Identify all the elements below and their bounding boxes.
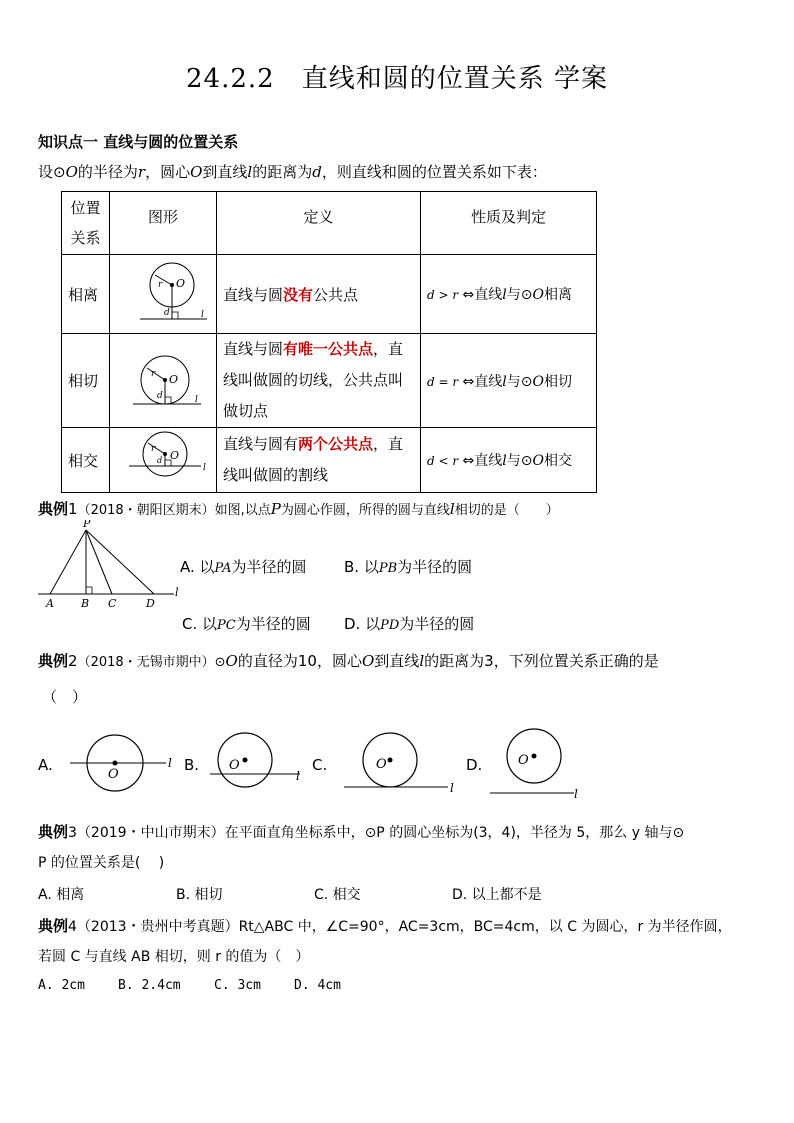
table-row	[62, 255, 597, 334]
intro-part: ，则直线和圆的位置关系如下表：	[321, 163, 547, 181]
example-text: 的距离为	[424, 652, 485, 670]
header-text: 性质及判定	[470, 208, 546, 226]
example-text: （2018・朝阳区期末）如图,以点	[77, 503, 271, 518]
fig-label-o: O	[108, 767, 119, 782]
example-1-question	[38, 498, 559, 519]
example-3-question	[38, 821, 684, 842]
intro-var-r: r	[137, 163, 146, 181]
prop-var-o: O	[532, 373, 544, 390]
fig-label-o: O	[170, 449, 180, 462]
header-text: 定义	[303, 208, 334, 226]
example-text: 相切的是（ ）	[454, 503, 559, 518]
row-figure	[110, 334, 217, 428]
table-header-row	[62, 192, 597, 255]
option-text: A. 以	[180, 558, 215, 576]
var-o: O	[361, 652, 375, 670]
fig-label-o: O	[169, 372, 179, 386]
prop-text: ⇔直线	[458, 287, 503, 303]
fig-label-a: A	[46, 597, 54, 610]
header-text: 关系	[70, 229, 101, 247]
separate-figure	[115, 257, 211, 327]
fig-label-c: C	[108, 597, 117, 610]
prop-text: ⇔直线	[458, 373, 503, 390]
intro-var-d: d	[312, 163, 322, 181]
var-l: l	[419, 652, 425, 670]
def-text: 公共点	[313, 285, 359, 304]
prop-var-l: l	[502, 453, 507, 469]
option-text: D. 以	[344, 615, 381, 633]
row-name: 相离	[62, 255, 110, 334]
table-row	[62, 334, 597, 428]
header-definition	[217, 192, 421, 255]
def-line: 线叫做圆的切线，公共点叫	[223, 371, 404, 389]
fig-label-o: O	[229, 758, 240, 773]
def-text: ，直	[373, 340, 404, 358]
example-text: 到直线	[374, 652, 420, 670]
row-name: 相交	[62, 428, 110, 493]
def-highlight: 两个公共点	[298, 435, 374, 453]
example-label: 典例	[38, 917, 69, 935]
prop-text: 相离	[544, 287, 572, 303]
intro-part: 的距离为	[252, 163, 313, 181]
var-o: O	[225, 652, 238, 670]
fig-label-d: D	[146, 597, 155, 610]
row-figure	[110, 428, 217, 493]
def-highlight: 有唯一公共点	[283, 340, 374, 358]
def-line	[223, 429, 414, 460]
intro-part: 的半径为	[77, 163, 138, 181]
prop-formula: d = r	[427, 374, 459, 389]
example-4-option-d[interactable]: D. 4cm	[294, 978, 341, 993]
prop-text: 与⊙	[506, 373, 533, 390]
option-text: 为半径的圆	[397, 558, 473, 576]
example-2-option-b[interactable]: B.	[184, 756, 200, 774]
option-text: 为半径的圆	[235, 615, 311, 633]
option-text: 为半径的圆	[399, 615, 475, 633]
example-3-question-line2: P 的位置关系是( )	[38, 855, 165, 871]
option-var: PD	[380, 618, 400, 633]
def-highlight: 没有	[283, 285, 314, 304]
prop-formula: d < r	[427, 454, 459, 468]
example-2-option-c[interactable]: C.	[312, 756, 328, 774]
table-row	[62, 428, 597, 493]
option-var: PC	[217, 618, 236, 633]
fig-label-p: P	[83, 520, 91, 530]
prop-text: 与⊙	[506, 453, 533, 469]
prop-formula: d > r	[427, 288, 459, 302]
example-number: 3	[68, 825, 77, 841]
fig-label-o: O	[518, 753, 529, 768]
fig-label-r: r	[151, 444, 156, 454]
example-number: 1	[68, 500, 78, 518]
row-property	[421, 428, 597, 493]
fig-label-d: d	[157, 390, 163, 401]
fig-label-r: r	[158, 280, 163, 290]
fig-label-o: O	[176, 277, 186, 290]
row-property	[421, 334, 597, 428]
example-3-option-d[interactable]: D. 以上都不是	[452, 887, 542, 903]
prop-text: 相切	[544, 373, 572, 390]
def-text: 直线与圆	[223, 285, 284, 304]
example-4-question	[38, 915, 732, 936]
prop-text: 相交	[544, 453, 572, 469]
fig-label-d: d	[157, 456, 163, 465]
fig-label-b: B	[81, 597, 90, 610]
option-text: 为半径的圆	[231, 558, 307, 576]
fig-label-l: l	[201, 310, 204, 320]
fig-label-d: d	[164, 308, 170, 318]
example-1-option-a[interactable]	[180, 556, 307, 577]
header-position	[62, 192, 110, 255]
fig-label-r: r	[151, 368, 156, 379]
option-text: C. 以	[182, 615, 218, 633]
fig-label-l: l	[195, 394, 198, 405]
option-var: PA	[214, 561, 232, 576]
fig-label-l: l	[450, 781, 454, 795]
prop-var-l: l	[502, 373, 507, 390]
option-var: PB	[378, 561, 398, 576]
example-1-option-d[interactable]	[344, 613, 474, 634]
row-definition	[217, 334, 421, 428]
def-text: 直线与圆	[223, 340, 284, 358]
example-label: 典例	[38, 652, 69, 670]
example-4-question-line2: 若圆 C 与直线 AB 相切，则 r 的值为（ ）	[38, 949, 310, 965]
fig-label-l: l	[203, 463, 206, 473]
intro-var-l: l	[247, 163, 253, 181]
header-text: 位置	[70, 199, 101, 217]
intersect-figure	[115, 428, 211, 488]
tangent-figure	[115, 344, 211, 414]
example-1-option-b[interactable]	[344, 556, 472, 577]
prop-text: ⇔直线	[458, 453, 503, 469]
example-text: ，下列位置关系正确的是	[493, 652, 659, 670]
section-heading: 知识点一 直线与圆的位置关系	[38, 133, 239, 151]
example-4-option-c[interactable]: C. 3cm	[214, 978, 261, 993]
example-2-question	[38, 650, 659, 671]
fig-label-l: l	[296, 769, 300, 783]
intro-text	[38, 161, 547, 182]
var-l: l	[449, 500, 455, 518]
def-line	[223, 334, 414, 365]
fig-label-l: l	[574, 787, 578, 800]
prop-var-o: O	[532, 287, 544, 303]
example-number: 2	[68, 652, 78, 670]
intro-part: 到直线	[202, 163, 248, 181]
intro-part: 设⊙	[38, 163, 66, 181]
example-2-option-d[interactable]: D.	[466, 756, 483, 774]
fig-label-o: O	[376, 757, 387, 772]
intro-part: ，圆心	[145, 163, 191, 181]
prop-text: 与⊙	[506, 287, 533, 303]
prop-var-o: O	[532, 453, 544, 469]
var-p: P	[270, 500, 281, 518]
example-label: 典例	[38, 823, 69, 841]
example-number: 4	[68, 919, 77, 935]
example-text: （2013・贵州中考真题）Rt△ABC 中，∠C=90°，AC=3cm，BC=4cm，以 C 为圆心，r 为半径作圆，	[76, 919, 732, 935]
example-text: 为圆心作圆，所得的圆与直线	[280, 503, 450, 518]
row-definition	[217, 255, 421, 334]
example-text: （2019・中山市期末）在平面直角坐标系中，⊙P 的圆心坐标为(3，4)，半径为 5，那么 y 轴与⊙	[76, 825, 685, 841]
row-name: 相切	[62, 334, 110, 428]
option-a-figure	[68, 730, 180, 792]
option-c-figure	[340, 730, 468, 798]
page-title: 24.2.2 直线和圆的位置关系 学案	[186, 64, 608, 94]
example-text: 的直径为	[237, 652, 298, 670]
example-text: ，圆心	[316, 652, 362, 670]
example-1-figure	[34, 520, 184, 610]
row-property	[421, 255, 597, 334]
example-4-option-a[interactable]: A. 2cm	[38, 978, 85, 993]
row-figure	[110, 255, 217, 334]
option-d-figure	[488, 724, 588, 800]
example-text: （2018・无锡市期中）⊙	[77, 655, 226, 670]
header-text: 图形	[147, 208, 178, 226]
example-3-option-c[interactable]: C. 相交	[314, 887, 361, 903]
example-2-blank: （ ）	[42, 688, 88, 706]
diameter-value: 10	[297, 652, 317, 670]
fig-label-l: l	[168, 756, 172, 770]
prop-var-l: l	[502, 287, 507, 303]
intro-var-o: O	[190, 163, 203, 181]
def-line: 线叫做圆的割线	[223, 466, 329, 484]
def-text: 直线与圆有	[223, 435, 299, 453]
option-b-figure	[200, 730, 312, 792]
def-line: 做切点	[223, 402, 269, 420]
row-definition	[217, 428, 421, 493]
intro-var-o: O	[65, 163, 78, 181]
fig-label-l: l	[175, 586, 179, 599]
example-2-option-a[interactable]: A.	[38, 756, 53, 774]
example-1-option-c[interactable]	[182, 613, 311, 634]
header-figure	[110, 192, 217, 255]
option-text: B. 以	[344, 558, 379, 576]
def-text: ，直	[373, 435, 404, 453]
example-4-option-b[interactable]: B. 2.4cm	[118, 978, 181, 993]
example-3-option-a[interactable]: A. 相离	[38, 887, 85, 903]
distance-value: 3	[484, 652, 494, 670]
relationship-table	[61, 191, 597, 493]
example-label: 典例	[38, 500, 69, 518]
header-property	[421, 192, 597, 255]
example-3-option-b[interactable]: B. 相切	[176, 887, 223, 903]
